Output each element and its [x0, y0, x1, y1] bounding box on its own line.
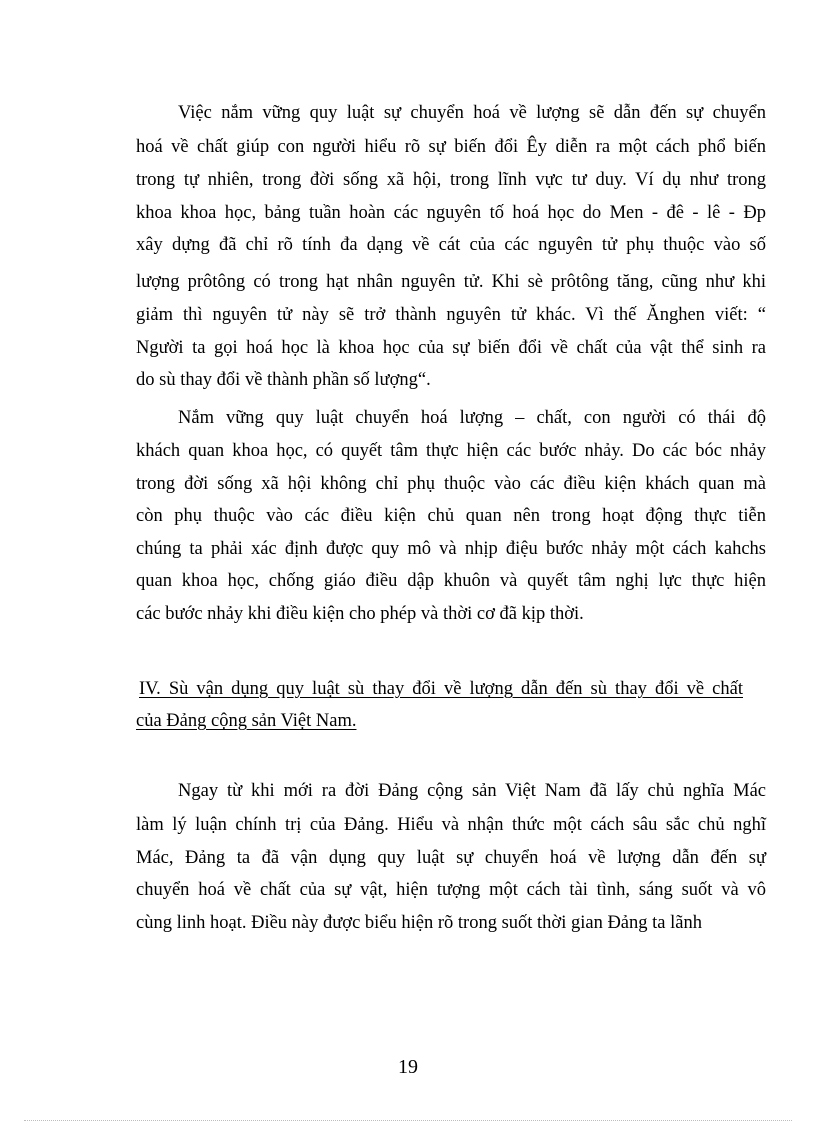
paragraph-line: do sù thay đổi về thành phần số lượng“. [136, 370, 431, 390]
paragraph-line: còn phụ thuộc vào các điều kiện chủ quan nên trong hoạt động thực tiễn [136, 506, 766, 526]
paragraph-line: quan khoa học, chống giáo điều dập khuôn và quyết tâm nghị lực thực hiện [136, 571, 766, 591]
paragraph-line: trong đời sống xã hội không chỉ phụ thuộc vào các điều kiện khách quan mà [136, 474, 766, 494]
paragraph-line: lượng prôtông có trong hạt nhân nguyên tử. Khi sè prôtông tăng, cũng như khi [136, 272, 766, 292]
paragraph-line: làm lý luận chính trị của Đảng. Hiểu và nhận thức một cách sâu sắc chủ nghĩ [136, 815, 766, 835]
heading-line: IV. Sù vận dụng quy luật sù thay đổi về lượng dẫn đến sù thay đổi về chất [139, 679, 743, 699]
page-number: 19 [398, 1056, 418, 1078]
page-bottom-divider [24, 1120, 792, 1121]
paragraph-line: hoá về chất giúp con người hiểu rõ sự biến đổi Êy diễn ra một cách phổ biến [136, 137, 766, 157]
paragraph-line: Nắm vững quy luật chuyển hoá lượng – chất, con người có thái độ [178, 408, 766, 428]
paragraph-line: các bước nhảy khi điều kiện cho phép và thời cơ đã kịp thời. [136, 604, 584, 624]
paragraph-line: Mác, Đảng ta đã vận dụng quy luật sự chuyển hoá về lượng dẫn đến sự [136, 848, 766, 868]
paragraph-line: Người ta gọi hoá học là khoa học của sự biến đổi về chất của vật thể sinh ra [136, 338, 766, 358]
paragraph-line: chuyển hoá về chất của sự vật, hiện tượng một cách tài tình, sáng suốt và vô [136, 880, 766, 900]
paragraph-line: trong tự nhiên, trong đời sống xã hội, trong lĩnh vực tư duy. Ví dụ như trong [136, 170, 766, 190]
paragraph-line: chúng ta phải xác định được quy mô và nhịp điệu bước nhảy một cách kahchs [136, 539, 766, 559]
heading-line: của Đảng cộng sản Việt Nam. [136, 711, 357, 731]
paragraph-line: giảm thì nguyên tử này sẽ trở thành nguyên tử khác. Vì thế Ănghen viết: “ [136, 305, 766, 325]
paragraph-line: Việc nắm vững quy luật sự chuyển hoá về lượng sẽ dẫn đến sự chuyển [178, 103, 766, 123]
paragraph-line: khoa khoa học, bảng tuần hoàn các nguyên tố hoá học do Men - đê - lê - Đp [136, 203, 766, 223]
paragraph-line: cùng linh hoạt. Điều này được biểu hiện rõ trong suốt thời gian Đảng ta lãnh [136, 913, 702, 933]
paragraph-line: xây dựng đã chỉ rõ tính đa dạng về cát của các nguyên tử phụ thuộc vào số [136, 235, 766, 255]
paragraph-line: khách quan khoa học, có quyết tâm thực hiện các bước nhảy. Do các bóc nhảy [136, 441, 766, 461]
paragraph-line: Ngay từ khi mới ra đời Đảng cộng sản Việt Nam đã lấy chủ nghĩa Mác [178, 781, 766, 801]
